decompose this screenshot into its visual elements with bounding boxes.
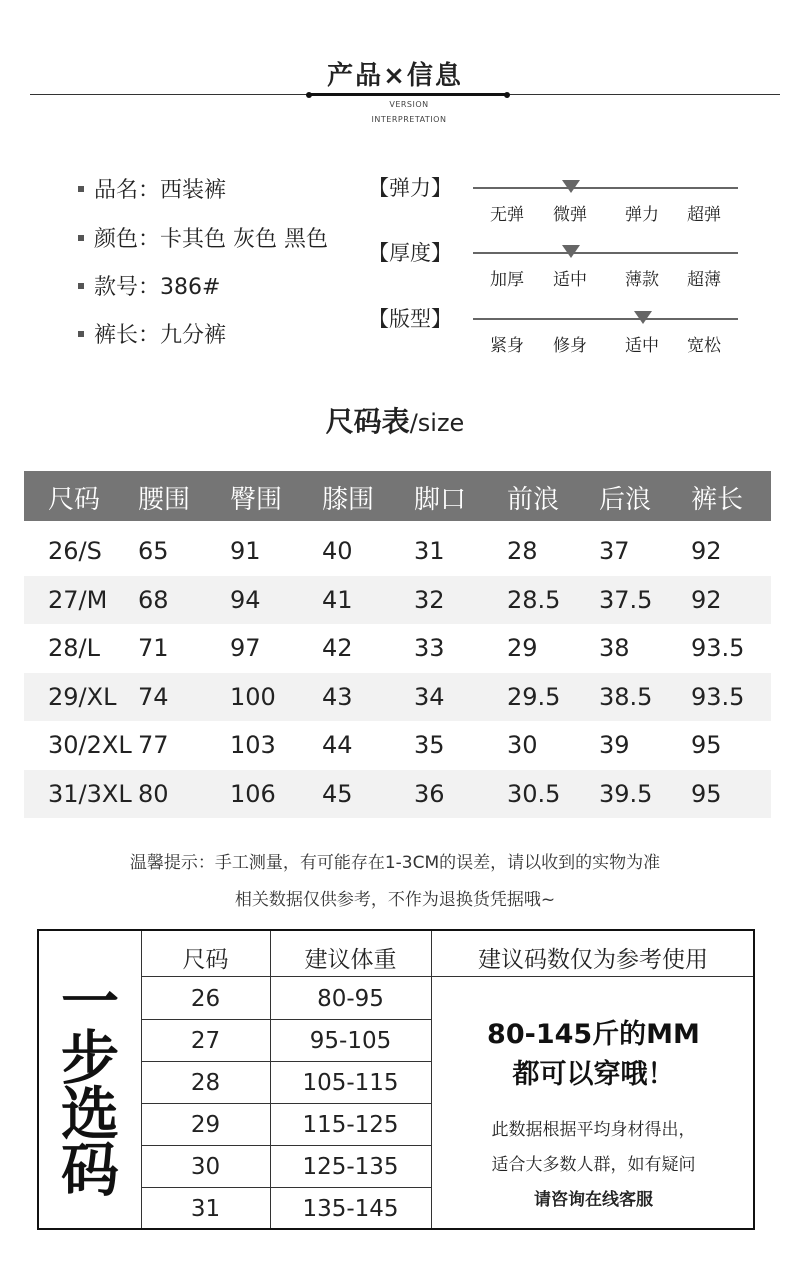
table-cell: 94 [230, 585, 261, 614]
table-cell: 29 [507, 634, 538, 662]
bullet-square-icon [78, 186, 84, 192]
size-header-cell: 膝围 [322, 485, 375, 515]
table-cell: 28/L [48, 634, 100, 662]
table-cell: 92 [691, 585, 722, 614]
contact-service-note: 请咨询在线客服 [534, 1190, 653, 1210]
size-header-cell: 后浪 [599, 485, 652, 515]
scale-option: 修身 [553, 336, 587, 356]
table-row [24, 527, 771, 575]
scale-indicator-triangle-icon [562, 180, 580, 193]
info-label: 款号 [94, 275, 139, 300]
table-cell: 71 [138, 634, 169, 662]
table-cell: 44 [322, 731, 353, 759]
table-row [24, 673, 771, 721]
table-cell: 33 [414, 634, 445, 662]
guide-size-cell: 31 [190, 1196, 221, 1222]
scale-option: 超弹 [687, 205, 721, 225]
info-value: 九分裤 [160, 323, 227, 348]
guide-weight-cell: 135-145 [302, 1196, 399, 1222]
guide-size-cell: 28 [190, 1070, 221, 1096]
size-header-cell: 脚口 [414, 485, 467, 515]
info-label: 裤长 [94, 323, 139, 348]
guide-header-size: 尺码 [182, 947, 229, 973]
size-header-cell: 裤长 [691, 485, 744, 515]
table-cell: 38 [599, 634, 630, 662]
guide-weight-cell: 125-135 [302, 1154, 399, 1180]
info-item-name: 品名：西装裤 [78, 173, 226, 204]
table-cell: 31/3XL [48, 779, 132, 808]
guide-size-cell: 27 [190, 1028, 221, 1054]
weight-range-headline: 80-145斤的MM [487, 1019, 700, 1050]
divider-line [141, 1019, 431, 1020]
scale-option: 适中 [625, 336, 659, 356]
info-value: 386# [160, 275, 221, 300]
table-cell: 37.5 [599, 585, 653, 614]
table-cell: 100 [230, 682, 276, 711]
scale-option: 超薄 [687, 270, 721, 290]
bullet-square-icon [78, 283, 84, 289]
table-cell: 103 [230, 731, 276, 759]
table-cell: 93.5 [691, 682, 745, 711]
divider-line [141, 1103, 431, 1104]
header-accent-bar [308, 93, 508, 96]
table-cell: 43 [322, 682, 353, 711]
table-cell: 30.5 [507, 779, 561, 808]
header-dot-left [306, 92, 312, 98]
table-cell: 74 [138, 682, 169, 711]
step-title-char: 码 [60, 1136, 119, 1204]
header-subtitle-version: VERSION [389, 100, 429, 109]
guide-weight-cell: 95-105 [309, 1028, 392, 1054]
table-cell: 29.5 [507, 682, 561, 711]
table-cell: 68 [138, 585, 169, 614]
scale-track-line [473, 252, 738, 254]
divider-line [141, 1145, 431, 1146]
size-table-header [24, 471, 771, 521]
suitable-headline: 都可以穿哦！ [512, 1059, 675, 1090]
section-title-product-info: 产品×信息 [327, 61, 463, 91]
table-cell: 92 [691, 537, 722, 565]
scale-option: 弹力 [625, 205, 659, 225]
table-cell: 27/M [48, 585, 108, 614]
info-value: 卡其色 灰色 黑色 [160, 227, 329, 252]
measurement-note: 温馨提示：手工测量，有可能存在1-3CM的误差，请以收到的实物为准 [129, 853, 661, 873]
scale-option: 微弹 [553, 205, 587, 225]
table-cell: 37 [599, 537, 630, 565]
guide-note-line: 适合大多数人群，如有疑问 [491, 1155, 696, 1175]
table-cell: 31 [414, 537, 445, 565]
table-cell: 34 [414, 682, 445, 711]
scale-label: 【厚度】 [368, 241, 452, 265]
table-cell: 28 [507, 537, 538, 565]
guide-weight-cell: 80-95 [317, 986, 384, 1012]
divider-line [141, 1187, 431, 1188]
info-item-color: 颜色：卡其色 灰色 黑色 [78, 222, 328, 253]
step-title-char: 一 [60, 968, 119, 1036]
scale-track-line [473, 187, 738, 189]
size-header-cell: 尺码 [48, 485, 101, 515]
guide-header-note: 建议码数仅为参考使用 [478, 947, 708, 973]
table-cell: 38.5 [599, 682, 653, 711]
guide-weight-cell: 105-115 [302, 1070, 399, 1096]
guide-size-cell: 26 [190, 986, 221, 1012]
scale-label: 【版型】 [368, 307, 452, 331]
size-header-cell: 腰围 [138, 485, 191, 515]
scale-option: 加厚 [490, 270, 524, 290]
table-cell: 26/S [48, 537, 102, 565]
step-title-char: 选 [60, 1080, 119, 1148]
table-cell: 35 [414, 731, 445, 759]
divider-line [141, 1061, 431, 1062]
guide-size-cell: 30 [190, 1154, 221, 1180]
table-row [24, 721, 771, 769]
table-cell: 42 [322, 634, 353, 662]
table-row [24, 770, 771, 818]
table-cell: 77 [138, 731, 169, 759]
info-label: 颜色 [94, 227, 139, 252]
guide-note-line: 此数据根据平均身材得出， [491, 1120, 696, 1140]
table-cell: 39 [599, 731, 630, 759]
scale-option: 无弹 [490, 205, 524, 225]
info-label: 品名 [94, 178, 139, 203]
table-cell: 65 [138, 537, 169, 565]
scale-indicator-triangle-icon [562, 245, 580, 258]
guide-size-cell: 29 [190, 1112, 221, 1138]
table-cell: 30/2XL [48, 731, 132, 759]
table-cell: 45 [322, 779, 353, 808]
header-subtitle-interpretation: INTERPRETATION [371, 115, 447, 124]
scale-label: 【弹力】 [368, 176, 452, 200]
reference-note: 相关数据仅供参考，不作为退换货凭据哦~ [234, 890, 556, 910]
table-cell: 95 [691, 731, 722, 759]
scale-option: 适中 [553, 270, 587, 290]
bullet-square-icon [78, 331, 84, 337]
scale-track-line [473, 318, 738, 320]
divider-line [141, 976, 753, 977]
step-title-char: 步 [60, 1024, 119, 1092]
bullet-square-icon [78, 235, 84, 241]
size-header-cell: 前浪 [507, 485, 560, 515]
scale-option: 宽松 [687, 336, 721, 356]
table-cell: 91 [230, 537, 261, 565]
guide-weight-cell: 115-125 [302, 1112, 399, 1138]
table-row [24, 624, 771, 672]
table-cell: 28.5 [507, 585, 561, 614]
header-dot-right [504, 92, 510, 98]
guide-header-weight: 建议体重 [304, 947, 397, 973]
scale-option: 薄款 [625, 270, 659, 290]
table-cell: 32 [414, 585, 445, 614]
table-cell: 30 [507, 731, 538, 759]
table-cell: 29/XL [48, 682, 117, 711]
scale-indicator-triangle-icon [634, 311, 652, 324]
table-cell: 97 [230, 634, 261, 662]
info-item-style-number: 款号：386# [78, 270, 220, 301]
table-cell: 36 [414, 779, 445, 808]
size-chart-title: 尺码表/size [325, 405, 465, 438]
table-cell: 93.5 [691, 634, 745, 662]
info-value: 西装裤 [160, 178, 227, 203]
table-row [24, 576, 771, 624]
table-cell: 95 [691, 779, 722, 808]
info-item-pant-length: 裤长：九分裤 [78, 318, 226, 349]
scale-option: 紧身 [490, 336, 524, 356]
size-header-cell: 臀围 [230, 485, 283, 515]
table-cell: 39.5 [599, 779, 653, 808]
table-cell: 106 [230, 779, 276, 808]
table-cell: 80 [138, 779, 169, 808]
table-cell: 41 [322, 585, 353, 614]
table-cell: 40 [322, 537, 353, 565]
